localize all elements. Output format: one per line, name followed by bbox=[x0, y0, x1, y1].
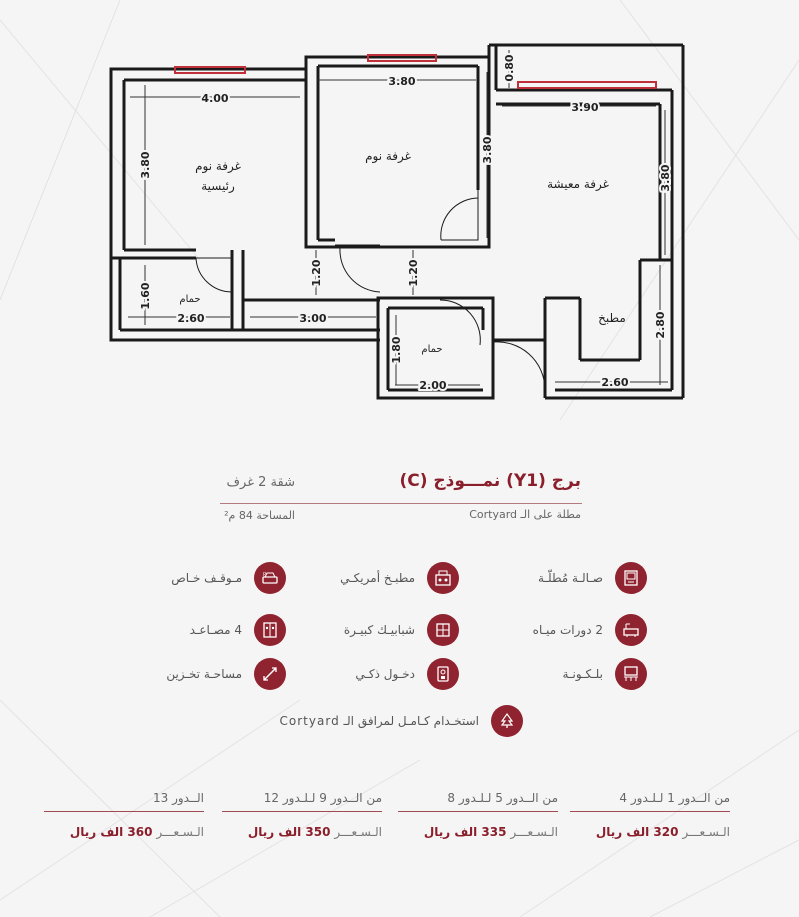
feature-hall bbox=[538, 561, 647, 595]
floor-divider bbox=[44, 811, 204, 812]
feature-label: دخـول ذكـي bbox=[355, 667, 415, 681]
feature-label: مـوقـف خـاص bbox=[171, 571, 242, 585]
unit-area: المساحة 84 م² bbox=[224, 509, 295, 522]
dim-corridor-left: 1.20 bbox=[310, 259, 323, 287]
feature-label: صـالـة مُطلّـة bbox=[538, 571, 603, 585]
price-label: الـسـعـــر bbox=[334, 825, 382, 839]
dim-master-width: 4.00 bbox=[201, 92, 229, 105]
feature-windows bbox=[344, 613, 459, 647]
feature-bathrooms bbox=[533, 613, 647, 647]
floor-price-5-8 bbox=[398, 787, 558, 847]
dim-bath1-height: 1.60 bbox=[139, 282, 152, 310]
floor-price bbox=[248, 825, 382, 839]
floor-prices bbox=[0, 787, 799, 847]
floor-price-9-12 bbox=[222, 787, 382, 847]
unit-header bbox=[0, 465, 799, 535]
kitchen-icon bbox=[427, 562, 459, 594]
feature-label: بلـكـونـة bbox=[562, 667, 603, 681]
floor-divider bbox=[398, 811, 558, 812]
tree-icon bbox=[491, 705, 523, 737]
parking-icon bbox=[254, 562, 286, 594]
smart-entry-icon bbox=[427, 658, 459, 690]
dim-bedroom-width: 3.80 bbox=[388, 75, 416, 88]
floor-range: الــدور 13 bbox=[152, 791, 204, 805]
storage-icon bbox=[254, 658, 286, 690]
price-value: 320 الف ريال bbox=[595, 825, 679, 839]
feature-storage bbox=[166, 657, 286, 691]
feature-parking bbox=[171, 561, 286, 595]
dim-living-height: 3.80 bbox=[659, 164, 672, 192]
floor-divider bbox=[570, 811, 730, 812]
dim-living-width: 3.90 bbox=[571, 101, 599, 114]
room-master-line2: رئيسية bbox=[201, 179, 235, 193]
room-living: غرفة معيشة bbox=[547, 177, 609, 191]
dim-corridor-right: 1.20 bbox=[407, 259, 420, 287]
elevator-icon bbox=[254, 614, 286, 646]
dim-bath2-height: 1.80 bbox=[390, 336, 403, 364]
price-value: 360 الف ريال bbox=[69, 825, 153, 839]
floor-plan bbox=[0, 0, 799, 430]
window-icon bbox=[427, 614, 459, 646]
price-label: الـسـعـــر bbox=[682, 825, 730, 839]
dim-kitchen-width: 2.60 bbox=[601, 376, 629, 389]
dim-corridor-width: 3.00 bbox=[299, 312, 327, 325]
bathroom-icon bbox=[615, 614, 647, 646]
room-kitchen: مطبخ bbox=[598, 311, 626, 325]
balcony-icon bbox=[615, 658, 647, 690]
room-master-line1: غرفة نوم bbox=[195, 159, 241, 173]
svg-text:P: P bbox=[262, 572, 266, 578]
room-bath1: حمام bbox=[179, 294, 201, 305]
unit-rooms: شقة 2 غرف bbox=[226, 475, 295, 490]
feature-label: مطبـخ أمريكـي bbox=[340, 571, 415, 585]
feature-elevators bbox=[190, 613, 286, 647]
floor-divider bbox=[222, 811, 382, 812]
floor-range: من الــدور 1 لـلـدور 4 bbox=[619, 791, 730, 805]
unit-subtitle: مطلة على الـ Cortyard bbox=[469, 508, 581, 521]
floor-price-1-4 bbox=[570, 787, 730, 847]
dim-bath2-width: 2.00 bbox=[419, 379, 447, 392]
dim-bedroom-height: 3.80 bbox=[481, 136, 494, 164]
dim-bath1-width: 2.60 bbox=[177, 312, 205, 325]
price-value: 350 الف ريال bbox=[247, 825, 331, 839]
hall-icon bbox=[615, 562, 647, 594]
floor-price bbox=[596, 825, 730, 839]
floor-price-13 bbox=[44, 787, 204, 847]
feature-label: 4 مصـاعـد bbox=[189, 623, 242, 637]
feature-label: مساحـة تخـزين bbox=[166, 667, 242, 681]
feature-balcony bbox=[563, 657, 647, 691]
floor-price bbox=[424, 825, 558, 839]
price-label: الـسـعـــر bbox=[510, 825, 558, 839]
dim-top-strip: 0.80 bbox=[503, 54, 516, 82]
feature-smart-entry bbox=[355, 657, 459, 691]
room-bedroom: غرفة نوم bbox=[365, 149, 411, 163]
feature-label: استخـدام كـامـل لمرافق الـ Cortyard bbox=[279, 714, 479, 728]
feature-kitchen bbox=[340, 561, 459, 595]
price-value: 335 الف ريال bbox=[423, 825, 507, 839]
unit-title: برج (Y1) نمـــوذج (C) bbox=[399, 471, 581, 491]
dim-kitchen-height: 2.80 bbox=[654, 311, 667, 339]
floor-range: من الــدور 9 لـلـدور 12 bbox=[263, 791, 382, 805]
room-bath2: حمام bbox=[421, 344, 443, 355]
floor-price bbox=[70, 825, 204, 839]
title-divider bbox=[220, 503, 582, 504]
feature-label: شبابيـك كبيـرة bbox=[343, 623, 415, 637]
feature-cortyard bbox=[280, 704, 523, 738]
price-label: الـسـعـــر bbox=[156, 825, 204, 839]
floor-range: من الــدور 5 لـلـدور 8 bbox=[447, 791, 558, 805]
feature-label: 2 دورات ميـاه bbox=[532, 623, 603, 637]
dim-master-height: 3.80 bbox=[139, 151, 152, 179]
